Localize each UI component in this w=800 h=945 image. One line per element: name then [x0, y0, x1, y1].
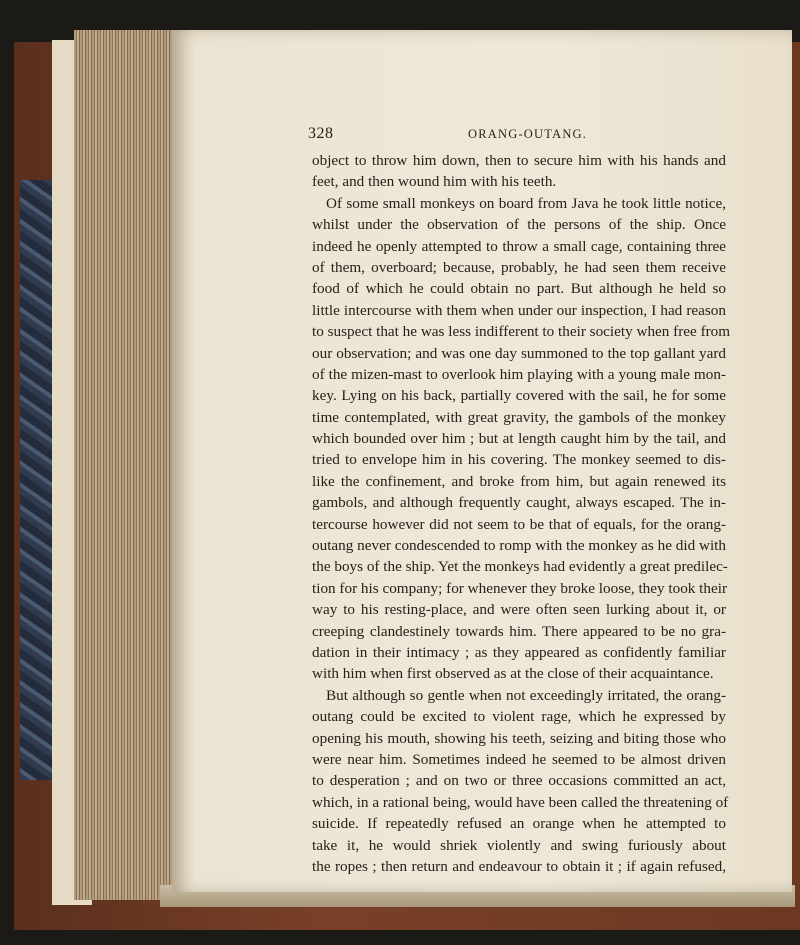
text-line: were near him. Sometimes indeed he seemed to be almost driven: [312, 750, 726, 768]
text-line: key. Lying on his back, partially covered with the sail, he for some: [312, 387, 726, 405]
text-line: time contemplated, with great gravity, the gambols of the monkey: [312, 408, 726, 426]
running-head: ORANG-OUTANG.: [468, 127, 588, 141]
text-line: to desperation ; and on two or three occasions committed an act,: [312, 772, 726, 790]
text-line: dation in their intimacy ; as they appeared as confidently familiar: [312, 643, 726, 661]
text-line: our observation; and was one day summoned to the top gallant yard: [312, 344, 726, 362]
text-line: opening his mouth, showing his teeth, seizing and biting those who: [312, 729, 726, 747]
text-line: gambols, and although frequently caught, always escaped. The in-: [312, 494, 726, 512]
text-line: to suspect that he was less indifferent to their society when free from: [312, 323, 731, 341]
text-line: feet, and then wound him with his teeth.: [312, 173, 557, 191]
text-line: the boys of the ship. Yet the monkeys had evidently a great predilec-: [312, 558, 728, 576]
page-header: [308, 125, 728, 145]
text-line: with him when first observed as at the close of their acquaintance.: [312, 665, 714, 683]
text-line: object to throw him down, then to secure him with his hands and: [312, 152, 726, 169]
text-line: of the mizen-mast to overlook him playing with a young male mon-: [312, 365, 726, 383]
text-line: which bounded over him ; but at length caught him by the tail, and: [312, 430, 726, 448]
body-text: [312, 150, 731, 877]
text-line: the ropes ; then return and endeavour to obtain it ; if again refused,: [312, 857, 726, 875]
text-line: like the confinement, and broke from him, but again renewed its: [312, 472, 726, 490]
text-line: take it, he would shriek violently and swing furiously about: [312, 836, 726, 854]
text-line: suicide. If repeatedly refused an orange when he attempted to: [312, 815, 726, 833]
text-line: food of which he could obtain no part. But although he held so: [312, 280, 726, 298]
text-line: Of some small monkeys on board from Java he took little notice,: [326, 194, 726, 212]
text-line: tried to envelope him in his covering. The monkey seemed to dis-: [312, 451, 726, 469]
text-line: indeed he openly attempted to throw a small cage, containing three: [312, 237, 726, 255]
page-edges: [74, 30, 174, 900]
text-line: outang could be excited to violent rage, which he expressed by: [312, 708, 726, 726]
text-line: tercourse however did not seem to be that of equals, for the orang-: [312, 515, 726, 533]
text-line: of them, overboard; because, probably, he had seen them receive: [312, 258, 726, 276]
text-line: But although so gentle when not exceedingly irritated, the orang-: [326, 686, 726, 704]
text-line: way to his resting-place, and were often seen lurking about it, or: [312, 601, 726, 619]
text-line: little intercourse with them when under our inspection, I had reason: [312, 301, 726, 319]
text-line: which, in a rational being, would have been called the threatening of: [312, 793, 729, 811]
text-line: tion for his company; for whenever they broke loose, they took their: [312, 579, 728, 597]
text-line: outang never condescended to romp with the monkey as he did with: [312, 537, 726, 555]
text-line: creeping clandestinely towards him. There appeared to be no gra-: [312, 622, 726, 640]
text-line: whilst under the observation of the persons of the ship. Once: [312, 216, 726, 234]
page-number: 328: [308, 125, 334, 142]
